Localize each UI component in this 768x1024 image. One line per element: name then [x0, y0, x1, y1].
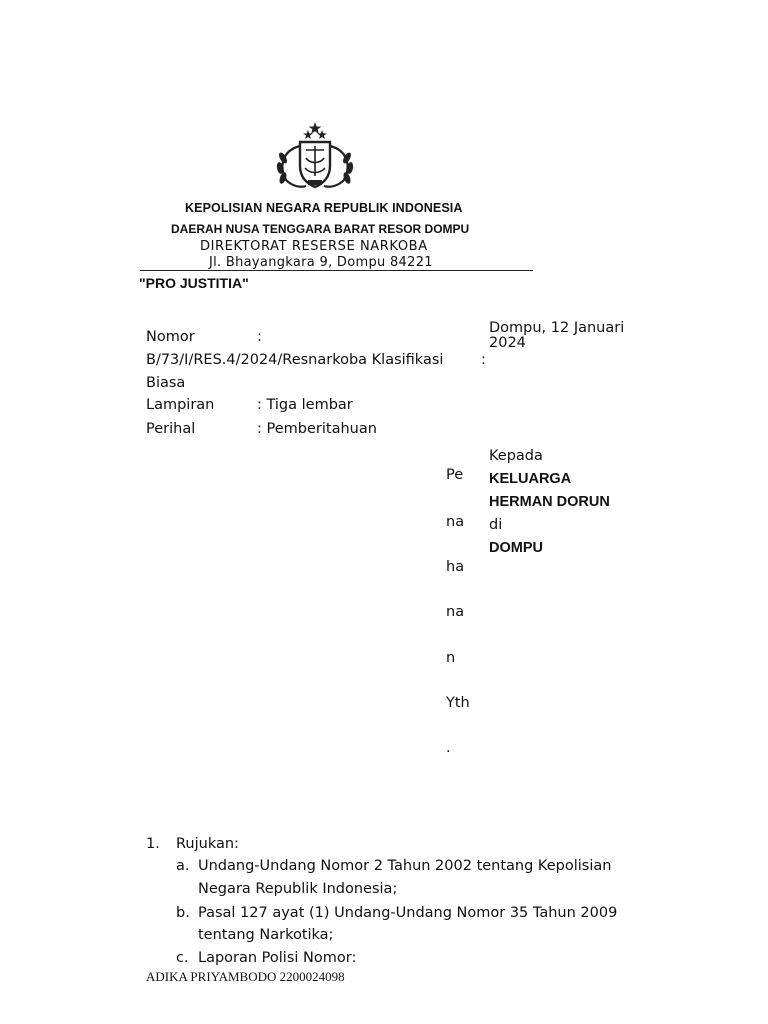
- recipient-di: di: [489, 517, 503, 533]
- sub-item-c-line-1: Laporan Polisi Nomor:: [198, 950, 357, 966]
- lampiran-value: : Tiga lembar: [257, 397, 353, 413]
- recipient-name-line-1: KELUARGA: [489, 471, 572, 487]
- letterhead-line-1: KEPOLISIAN NEGARA REPUBLIK INDONESIA: [185, 201, 463, 215]
- klasifikasi-colon: :: [481, 352, 486, 368]
- letterhead-line-2: DAERAH NUSA TENGGARA BARAT RESOR DOMPU: [171, 222, 470, 236]
- footer-author: ADIKA PRIYAMBODO 2200024098: [146, 969, 345, 984]
- sub-item-c-label: c.: [176, 950, 189, 966]
- fragment-text: n: [446, 650, 456, 666]
- letterhead-divider: [140, 270, 533, 271]
- sub-item-b-line-2: tentang Narkotika;: [198, 927, 334, 943]
- letter-date-line-2: 2024: [489, 335, 526, 351]
- nomor-value: B/73/I/RES.4/2024/Resnarkoba Klasifikasi: [146, 352, 444, 368]
- pro-justitia-heading: "PRO JUSTITIA": [139, 275, 249, 291]
- perihal-label: Perihal: [146, 421, 196, 437]
- klasifikasi-value: Biasa: [146, 375, 186, 391]
- item-1-label: Rujukan:: [176, 836, 239, 852]
- sub-item-b-line-1: Pasal 127 ayat (1) Undang-Undang Nomor 35 Tahun 2009: [198, 905, 618, 921]
- nomor-colon: :: [257, 329, 262, 345]
- recipient-place: DOMPU: [489, 540, 543, 556]
- police-emblem-logo: [270, 120, 360, 192]
- sub-item-b-label: b.: [176, 905, 190, 921]
- perihal-value: : Pemberitahuan: [257, 421, 377, 437]
- fragment-text: ha: [446, 559, 465, 575]
- item-1-number: 1.: [146, 836, 160, 852]
- sub-item-a-line-1: Undang-Undang Nomor 2 Tahun 2002 tentang Kepolisian: [198, 858, 612, 874]
- fragment-text: .: [446, 740, 451, 756]
- letterhead-line-3: DIREKTORAT RESERSE NARKOBA: [200, 239, 428, 254]
- sub-item-a-label: a.: [176, 858, 190, 874]
- fragment-text: Yth: [446, 695, 470, 711]
- sub-item-a-line-2: Negara Republik Indonesia;: [198, 881, 398, 897]
- fragment-text: na: [446, 514, 465, 530]
- letter-date-line-1: Dompu, 12 Januari: [489, 320, 625, 336]
- fragment-text: Pe: [446, 467, 464, 483]
- fragment-text: na: [446, 604, 465, 620]
- letterhead-address: Jl. Bhayangkara 9, Dompu 84221: [209, 255, 433, 270]
- lampiran-label: Lampiran: [146, 397, 215, 413]
- recipient-kepada: Kepada: [489, 448, 543, 464]
- recipient-name-line-2: HERMAN DORUN: [489, 494, 610, 510]
- nomor-label: Nomor: [146, 329, 195, 345]
